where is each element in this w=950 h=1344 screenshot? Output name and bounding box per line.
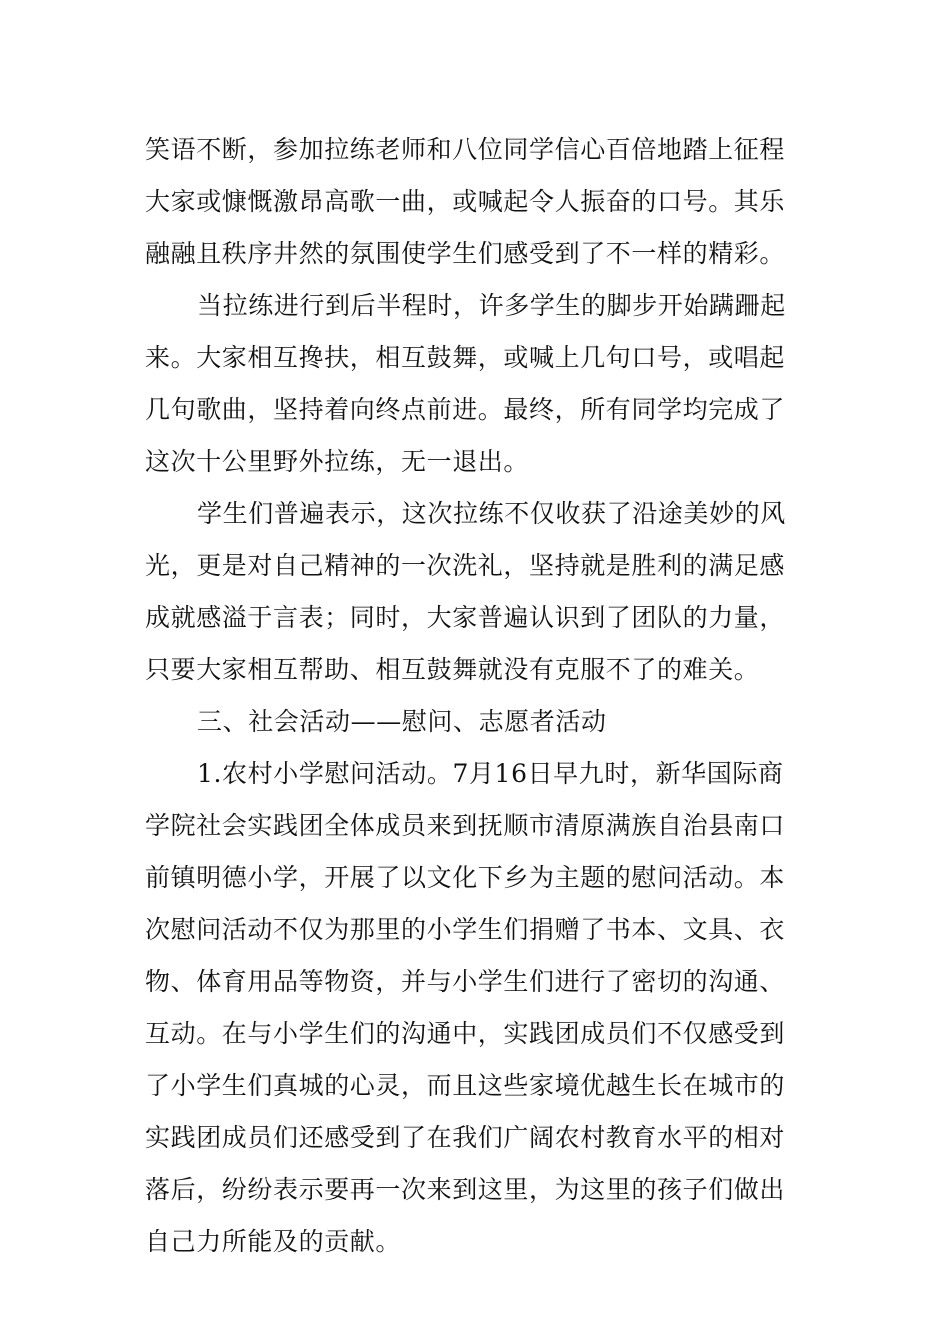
text-line: 前镇明德小学，开展了以文化下乡为主题的慰问活动。本 bbox=[145, 863, 786, 892]
text-line: 学院社会实践团全体成员来到抚顺市清原满族自治县南口 bbox=[145, 811, 786, 840]
text-line: 落后，纷纷表示要再一次来到这里，为这里的孩子们做出 bbox=[145, 1175, 786, 1204]
text-line: 1.农村小学慰问活动。7月16日早九时，新华国际商 bbox=[197, 759, 784, 788]
text-line: 这次十公里野外拉练，无一退出。 bbox=[145, 447, 530, 476]
text-line: 次慰问活动不仅为那里的小学生们捐赠了书本、文具、衣 bbox=[145, 915, 786, 944]
text-line: 当拉练进行到后半程时，许多学生的脚步开始蹒跚起 bbox=[197, 291, 786, 320]
text-line: 学生们普遍表示，这次拉练不仅收获了沿途美妙的风 bbox=[197, 499, 786, 528]
text-line: 成就感溢于言表；同时，大家普遍认识到了团队的力量， bbox=[145, 603, 786, 632]
text-line: 互动。在与小学生们的沟通中，实践团成员们不仅感受到 bbox=[145, 1019, 786, 1048]
text-line: 来。大家相互搀扶，相互鼓舞，或喊上几句口号，或唱起 bbox=[145, 343, 786, 372]
text-line: 只要大家相互帮助、相互鼓舞就没有克服不了的难关。 bbox=[145, 655, 760, 684]
text-line: 几句歌曲，坚持着向终点前进。最终，所有同学均完成了 bbox=[145, 395, 786, 424]
section-heading: 三、社会活动——慰问、志愿者活动 bbox=[197, 707, 607, 736]
text-line: 大家或慷慨激昂高歌一曲，或喊起令人振奋的口号。其乐 bbox=[145, 187, 786, 216]
text-line: 实践团成员们还感受到了在我们广阔农村教育水平的相对 bbox=[145, 1123, 786, 1152]
text-line: 物、体育用品等物资，并与小学生们进行了密切的沟通、 bbox=[145, 967, 786, 996]
text-line: 了小学生们真城的心灵，而且这些家境优越生长在城市的 bbox=[145, 1071, 786, 1100]
text-line: 笑语不断，参加拉练老师和八位同学信心百倍地踏上征程 bbox=[145, 135, 786, 164]
text-line: 光，更是对自己精神的一次洗礼，坚持就是胜利的满足感 bbox=[145, 551, 786, 580]
text-line: 自己力所能及的贡献。 bbox=[145, 1227, 402, 1256]
text-line: 融融且秩序井然的氛围使学生们感受到了不一样的精彩。 bbox=[145, 239, 786, 268]
